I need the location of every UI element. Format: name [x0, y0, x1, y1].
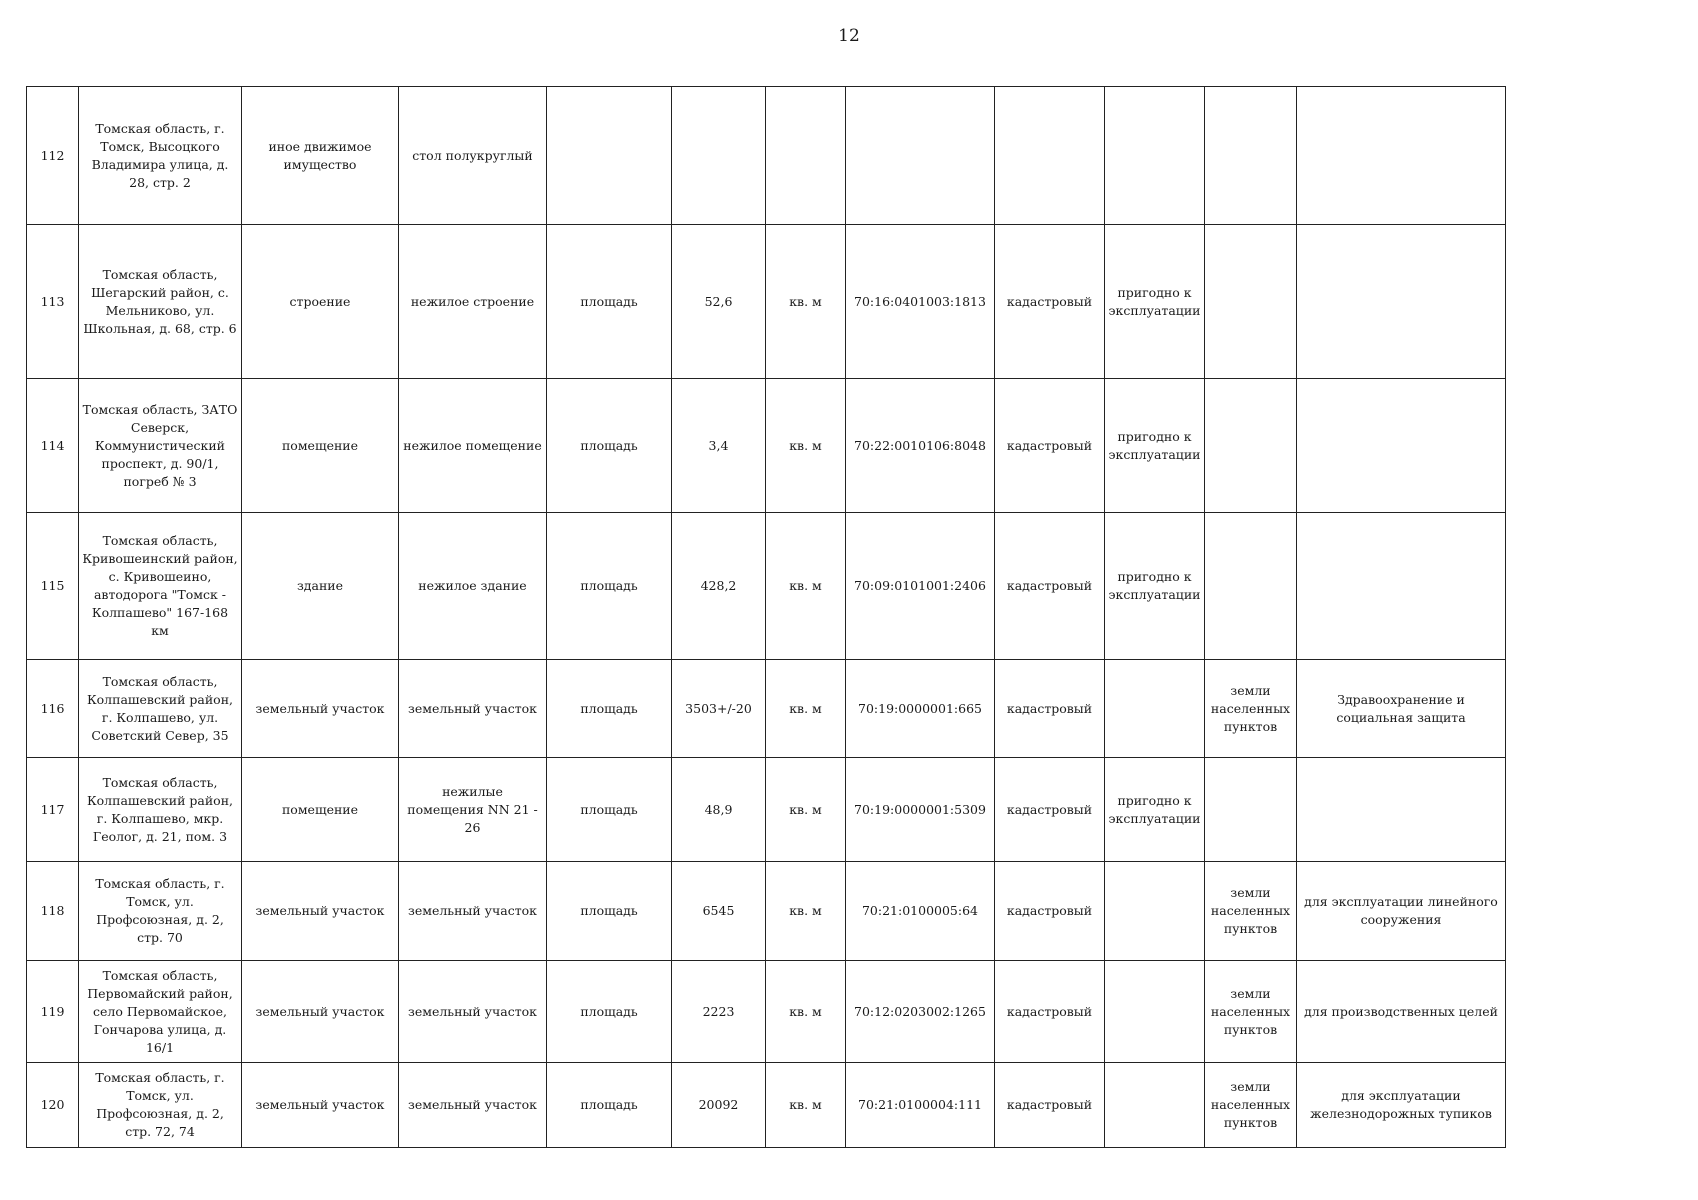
object-type-cell: помещение: [242, 379, 399, 513]
object-type-cell: земельный участок: [242, 1063, 399, 1148]
address-cell: Томская область, Колпашевский район, г. Колпашево, ул. Советский Север, 35: [79, 660, 242, 758]
object-name-cell: земельный участок: [399, 961, 547, 1063]
land-category-cell: [1205, 225, 1297, 379]
permitted-use-cell: [1297, 513, 1506, 660]
table-row: [27, 87, 1506, 225]
cadastral-number-cell: [846, 87, 995, 225]
value-cell: 6545: [672, 862, 766, 961]
row-number-cell: 114: [27, 379, 79, 513]
address-cell: Томская область, Первомайский район, село Первомайское, Гончарова улица, д. 16/1: [79, 961, 242, 1063]
address-cell: Томская область, г. Томск, ул. Профсоюзная, д. 2, стр. 70: [79, 862, 242, 961]
address-cell: Томская область, Кривошеинский район, с. Кривошеино, автодорога "Томск - Колпашево" 167-168 км: [79, 513, 242, 660]
unit-cell: кв. м: [766, 862, 846, 961]
object-type-cell: помещение: [242, 758, 399, 862]
object-type-cell: иное движимое имущество: [242, 87, 399, 225]
land-category-cell: земли населенных пунктов: [1205, 660, 1297, 758]
value-cell: 428,2: [672, 513, 766, 660]
parameter-cell: площадь: [547, 513, 672, 660]
parameter-cell: площадь: [547, 961, 672, 1063]
value-cell: 3,4: [672, 379, 766, 513]
cadastral-number-cell: 70:19:0000001:5309: [846, 758, 995, 862]
number-type-cell: кадастровый: [995, 225, 1105, 379]
permitted-use-cell: [1297, 225, 1506, 379]
permitted-use-cell: [1297, 87, 1506, 225]
cadastral-number-cell: 70:09:0101001:2406: [846, 513, 995, 660]
condition-cell: пригодно к эксплуатации: [1105, 513, 1205, 660]
parameter-cell: площадь: [547, 225, 672, 379]
cadastral-number-cell: 70:16:0401003:1813: [846, 225, 995, 379]
address-cell: Томская область, Колпашевский район, г. Колпашево, мкр. Геолог, д. 21, пом. 3: [79, 758, 242, 862]
row-number-cell: 118: [27, 862, 79, 961]
object-name-cell: нежилое здание: [399, 513, 547, 660]
condition-cell: [1105, 961, 1205, 1063]
object-name-cell: стол полукруглый: [399, 87, 547, 225]
land-category-cell: [1205, 758, 1297, 862]
table-row: [27, 961, 1506, 1063]
table-row: [27, 513, 1506, 660]
table-row: [27, 660, 1506, 758]
permitted-use-cell: [1297, 758, 1506, 862]
row-number-cell: 117: [27, 758, 79, 862]
table-row: [27, 225, 1506, 379]
parameter-cell: [547, 87, 672, 225]
object-type-cell: здание: [242, 513, 399, 660]
address-cell: Томская область, г. Томск, Высоцкого Владимира улица, д. 28, стр. 2: [79, 87, 242, 225]
land-category-cell: [1205, 379, 1297, 513]
page-number: 12: [838, 26, 860, 46]
condition-cell: пригодно к эксплуатации: [1105, 379, 1205, 513]
condition-cell: [1105, 660, 1205, 758]
permitted-use-cell: для эксплуатации железнодорожных тупиков: [1297, 1063, 1506, 1148]
permitted-use-cell: Здравоохранение и социальная защита: [1297, 660, 1506, 758]
address-cell: Томская область, ЗАТО Северск, Коммунистический проспект, д. 90/1, погреб № 3: [79, 379, 242, 513]
table-row: [27, 379, 1506, 513]
condition-cell: [1105, 1063, 1205, 1148]
registry-body: [27, 87, 1506, 1148]
number-type-cell: кадастровый: [995, 862, 1105, 961]
value-cell: [672, 87, 766, 225]
object-name-cell: земельный участок: [399, 660, 547, 758]
land-category-cell: земли населенных пунктов: [1205, 961, 1297, 1063]
number-type-cell: кадастровый: [995, 379, 1105, 513]
unit-cell: [766, 87, 846, 225]
value-cell: 48,9: [672, 758, 766, 862]
cadastral-number-cell: 70:21:0100005:64: [846, 862, 995, 961]
number-type-cell: кадастровый: [995, 660, 1105, 758]
object-type-cell: земельный участок: [242, 660, 399, 758]
permitted-use-cell: для производственных целей: [1297, 961, 1506, 1063]
cadastral-number-cell: 70:12:0203002:1265: [846, 961, 995, 1063]
parameter-cell: площадь: [547, 379, 672, 513]
condition-cell: [1105, 862, 1205, 961]
table-row: [27, 862, 1506, 961]
unit-cell: кв. м: [766, 513, 846, 660]
unit-cell: кв. м: [766, 225, 846, 379]
value-cell: 2223: [672, 961, 766, 1063]
parameter-cell: площадь: [547, 1063, 672, 1148]
object-name-cell: земельный участок: [399, 862, 547, 961]
land-category-cell: земли населенных пунктов: [1205, 862, 1297, 961]
object-type-cell: земельный участок: [242, 862, 399, 961]
address-cell: Томская область, г. Томск, ул. Профсоюзная, д. 2, стр. 72, 74: [79, 1063, 242, 1148]
address-cell: Томская область, Шегарский район, с. Мельниково, ул. Школьная, д. 68, стр. 6: [79, 225, 242, 379]
number-type-cell: кадастровый: [995, 513, 1105, 660]
row-number-cell: 119: [27, 961, 79, 1063]
object-type-cell: земельный участок: [242, 961, 399, 1063]
permitted-use-cell: для эксплуатации линейного сооружения: [1297, 862, 1506, 961]
land-category-cell: [1205, 513, 1297, 660]
parameter-cell: площадь: [547, 862, 672, 961]
object-name-cell: нежилое строение: [399, 225, 547, 379]
row-number-cell: 120: [27, 1063, 79, 1148]
unit-cell: кв. м: [766, 379, 846, 513]
number-type-cell: кадастровый: [995, 961, 1105, 1063]
cadastral-number-cell: 70:22:0010106:8048: [846, 379, 995, 513]
value-cell: 20092: [672, 1063, 766, 1148]
cadastral-number-cell: 70:19:0000001:665: [846, 660, 995, 758]
permitted-use-cell: [1297, 379, 1506, 513]
land-category-cell: [1205, 87, 1297, 225]
parameter-cell: площадь: [547, 758, 672, 862]
condition-cell: пригодно к эксплуатации: [1105, 225, 1205, 379]
object-type-cell: строение: [242, 225, 399, 379]
unit-cell: кв. м: [766, 961, 846, 1063]
row-number-cell: 112: [27, 87, 79, 225]
condition-cell: пригодно к эксплуатации: [1105, 758, 1205, 862]
parameter-cell: площадь: [547, 660, 672, 758]
object-name-cell: нежилое помещение: [399, 379, 547, 513]
value-cell: 3503+/-20: [672, 660, 766, 758]
row-number-cell: 116: [27, 660, 79, 758]
table-row: [27, 758, 1506, 862]
row-number-cell: 115: [27, 513, 79, 660]
number-type-cell: [995, 87, 1105, 225]
unit-cell: кв. м: [766, 758, 846, 862]
unit-cell: кв. м: [766, 1063, 846, 1148]
number-type-cell: кадастровый: [995, 758, 1105, 862]
property-registry-table: [26, 86, 1506, 1148]
object-name-cell: земельный участок: [399, 1063, 547, 1148]
value-cell: 52,6: [672, 225, 766, 379]
land-category-cell: земли населенных пунктов: [1205, 1063, 1297, 1148]
unit-cell: кв. м: [766, 660, 846, 758]
cadastral-number-cell: 70:21:0100004:111: [846, 1063, 995, 1148]
condition-cell: [1105, 87, 1205, 225]
table-row: [27, 1063, 1506, 1148]
row-number-cell: 113: [27, 225, 79, 379]
number-type-cell: кадастровый: [995, 1063, 1105, 1148]
object-name-cell: нежилые помещения NN 21 - 26: [399, 758, 547, 862]
